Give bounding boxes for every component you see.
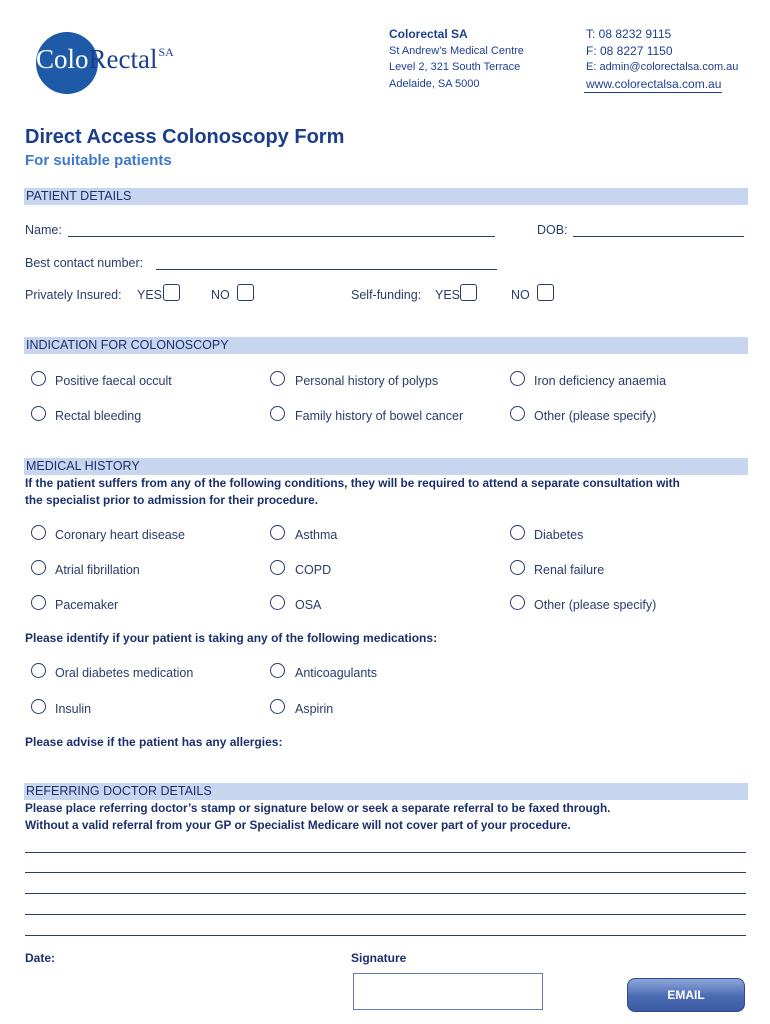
- radio-anticoagulants[interactable]: [270, 663, 285, 678]
- email-address: E: admin@colorectalsa.com.au: [586, 61, 739, 73]
- address-line-2: Level 2, 321 South Terrace: [389, 61, 521, 73]
- section-indication: INDICATION FOR COLONOSCOPY: [24, 337, 748, 354]
- radio-pacemaker[interactable]: [31, 595, 46, 610]
- date-label: Date:: [25, 951, 56, 965]
- logo-rectal: Rectal: [88, 44, 158, 74]
- self-funding-no-checkbox[interactable]: [537, 284, 554, 301]
- radio-iron-deficiency[interactable]: [510, 371, 525, 386]
- insured-yes-label: YES: [137, 288, 163, 302]
- referral-line[interactable]: [25, 935, 746, 936]
- radio-copd[interactable]: [270, 560, 285, 575]
- label-pacemaker: Pacemaker: [55, 598, 119, 612]
- label-indication-other: Other (please specify): [534, 409, 657, 423]
- referral-line[interactable]: [25, 852, 746, 853]
- radio-positive-faecal-occult[interactable]: [31, 371, 46, 386]
- radio-personal-history-polyps[interactable]: [270, 371, 285, 386]
- radio-atrial-fibrillation[interactable]: [31, 560, 46, 575]
- self-funding-label: Self-funding:: [351, 288, 422, 302]
- form-subtitle: For suitable patients: [25, 152, 172, 169]
- radio-medical-other[interactable]: [510, 595, 525, 610]
- label-copd: COPD: [295, 563, 332, 577]
- allergies-prompt: Please advise if the patient has any allergies:: [25, 735, 283, 749]
- label-renal-failure: Renal failure: [534, 563, 605, 577]
- email-button[interactable]: EMAIL: [627, 978, 745, 1012]
- radio-osa[interactable]: [270, 595, 285, 610]
- referring-note-line-1: Please place referring doctor’s stamp or signature below or seek a separate referral to be faxed through.: [25, 801, 611, 815]
- medical-note: [25, 475, 745, 508]
- signature-label: Signature: [351, 951, 407, 965]
- label-diabetes: Diabetes: [534, 528, 584, 542]
- self-funding-yes-label: YES: [435, 288, 461, 302]
- clinic-name: Colorectal SA: [389, 27, 468, 41]
- clinic-address: [389, 26, 524, 92]
- referral-line[interactable]: [25, 914, 746, 915]
- name-field[interactable]: [68, 236, 495, 237]
- fax: F: 08 8227 1150: [586, 43, 673, 58]
- address-line-3: Adelaide, SA 5000: [389, 77, 480, 90]
- label-family-history: Family history of bowel cancer: [295, 409, 464, 423]
- radio-family-history[interactable]: [270, 406, 285, 421]
- label-aspirin: Aspirin: [295, 702, 334, 716]
- dob-label: DOB:: [537, 223, 568, 237]
- form-title: Direct Access Colonoscopy Form: [25, 126, 345, 148]
- label-personal-history-polyps: Personal history of polyps: [295, 374, 439, 388]
- label-rectal-bleeding: Rectal bleeding: [55, 409, 142, 423]
- insured-no-label: NO: [211, 288, 230, 302]
- clinic-contact: [586, 26, 738, 92]
- label-anticoagulants: Anticoagulants: [295, 666, 378, 680]
- medications-prompt: Please identify if your patient is taking any of the following medications:: [25, 631, 438, 645]
- insured-no-checkbox[interactable]: [237, 284, 254, 301]
- name-label: Name:: [25, 223, 62, 237]
- label-osa: OSA: [295, 598, 322, 612]
- logo-sa: SA: [158, 45, 174, 59]
- logo-colo: Colo: [36, 44, 89, 74]
- radio-renal-failure[interactable]: [510, 560, 525, 575]
- radio-coronary-heart-disease[interactable]: [31, 525, 46, 540]
- referral-line[interactable]: [25, 893, 746, 894]
- logo: [36, 44, 174, 75]
- radio-aspirin[interactable]: [270, 699, 285, 714]
- section-referring-doctor: REFERRING DOCTOR DETAILS: [24, 783, 748, 800]
- address-line-1: St Andrew’s Medical Centre: [389, 44, 524, 57]
- label-insulin: Insulin: [55, 702, 92, 716]
- self-funding-yes-checkbox[interactable]: [460, 284, 477, 301]
- label-coronary-heart-disease: Coronary heart disease: [55, 528, 185, 542]
- section-patient-details: PATIENT DETAILS: [24, 188, 748, 205]
- label-atrial-fibrillation: Atrial fibrillation: [55, 563, 140, 577]
- header-rule: [584, 92, 722, 93]
- label-oral-diabetes-medication: Oral diabetes medication: [55, 666, 194, 680]
- website: www.colorectalsa.com.au: [586, 76, 722, 91]
- radio-oral-diabetes-medication[interactable]: [31, 663, 46, 678]
- signature-field[interactable]: [353, 973, 543, 1010]
- insured-yes-checkbox[interactable]: [163, 284, 180, 301]
- radio-insulin[interactable]: [31, 699, 46, 714]
- label-iron-deficiency: Iron deficiency anaemia: [534, 374, 667, 388]
- contact-number-label: Best contact number:: [25, 256, 144, 270]
- label-medical-other: Other (please specify): [534, 598, 657, 612]
- section-medical-history: MEDICAL HISTORY: [24, 458, 748, 475]
- self-funding-no-label: NO: [511, 288, 530, 302]
- privately-insured-label: Privately Insured:: [25, 288, 122, 302]
- contact-number-field[interactable]: [156, 269, 497, 270]
- medical-note-line-2: the specialist prior to admission for their procedure.: [25, 492, 319, 507]
- radio-asthma[interactable]: [270, 525, 285, 540]
- radio-indication-other[interactable]: [510, 406, 525, 421]
- radio-diabetes[interactable]: [510, 525, 525, 540]
- dob-field[interactable]: [573, 236, 744, 237]
- referring-note: [25, 800, 745, 833]
- label-asthma: Asthma: [295, 528, 338, 542]
- referring-note-line-2: Without a valid referral from your GP or Specialist Medicare will not cover part of your procedure.: [25, 817, 571, 832]
- phone: T: 08 8232 9115: [586, 27, 672, 41]
- label-positive-faecal-occult: Positive faecal occult: [55, 374, 172, 388]
- radio-rectal-bleeding[interactable]: [31, 406, 46, 421]
- referral-line[interactable]: [25, 872, 746, 873]
- medical-note-line-1: If the patient suffers from any of the following conditions, they will be required to attend a separate consultation with: [25, 476, 680, 490]
